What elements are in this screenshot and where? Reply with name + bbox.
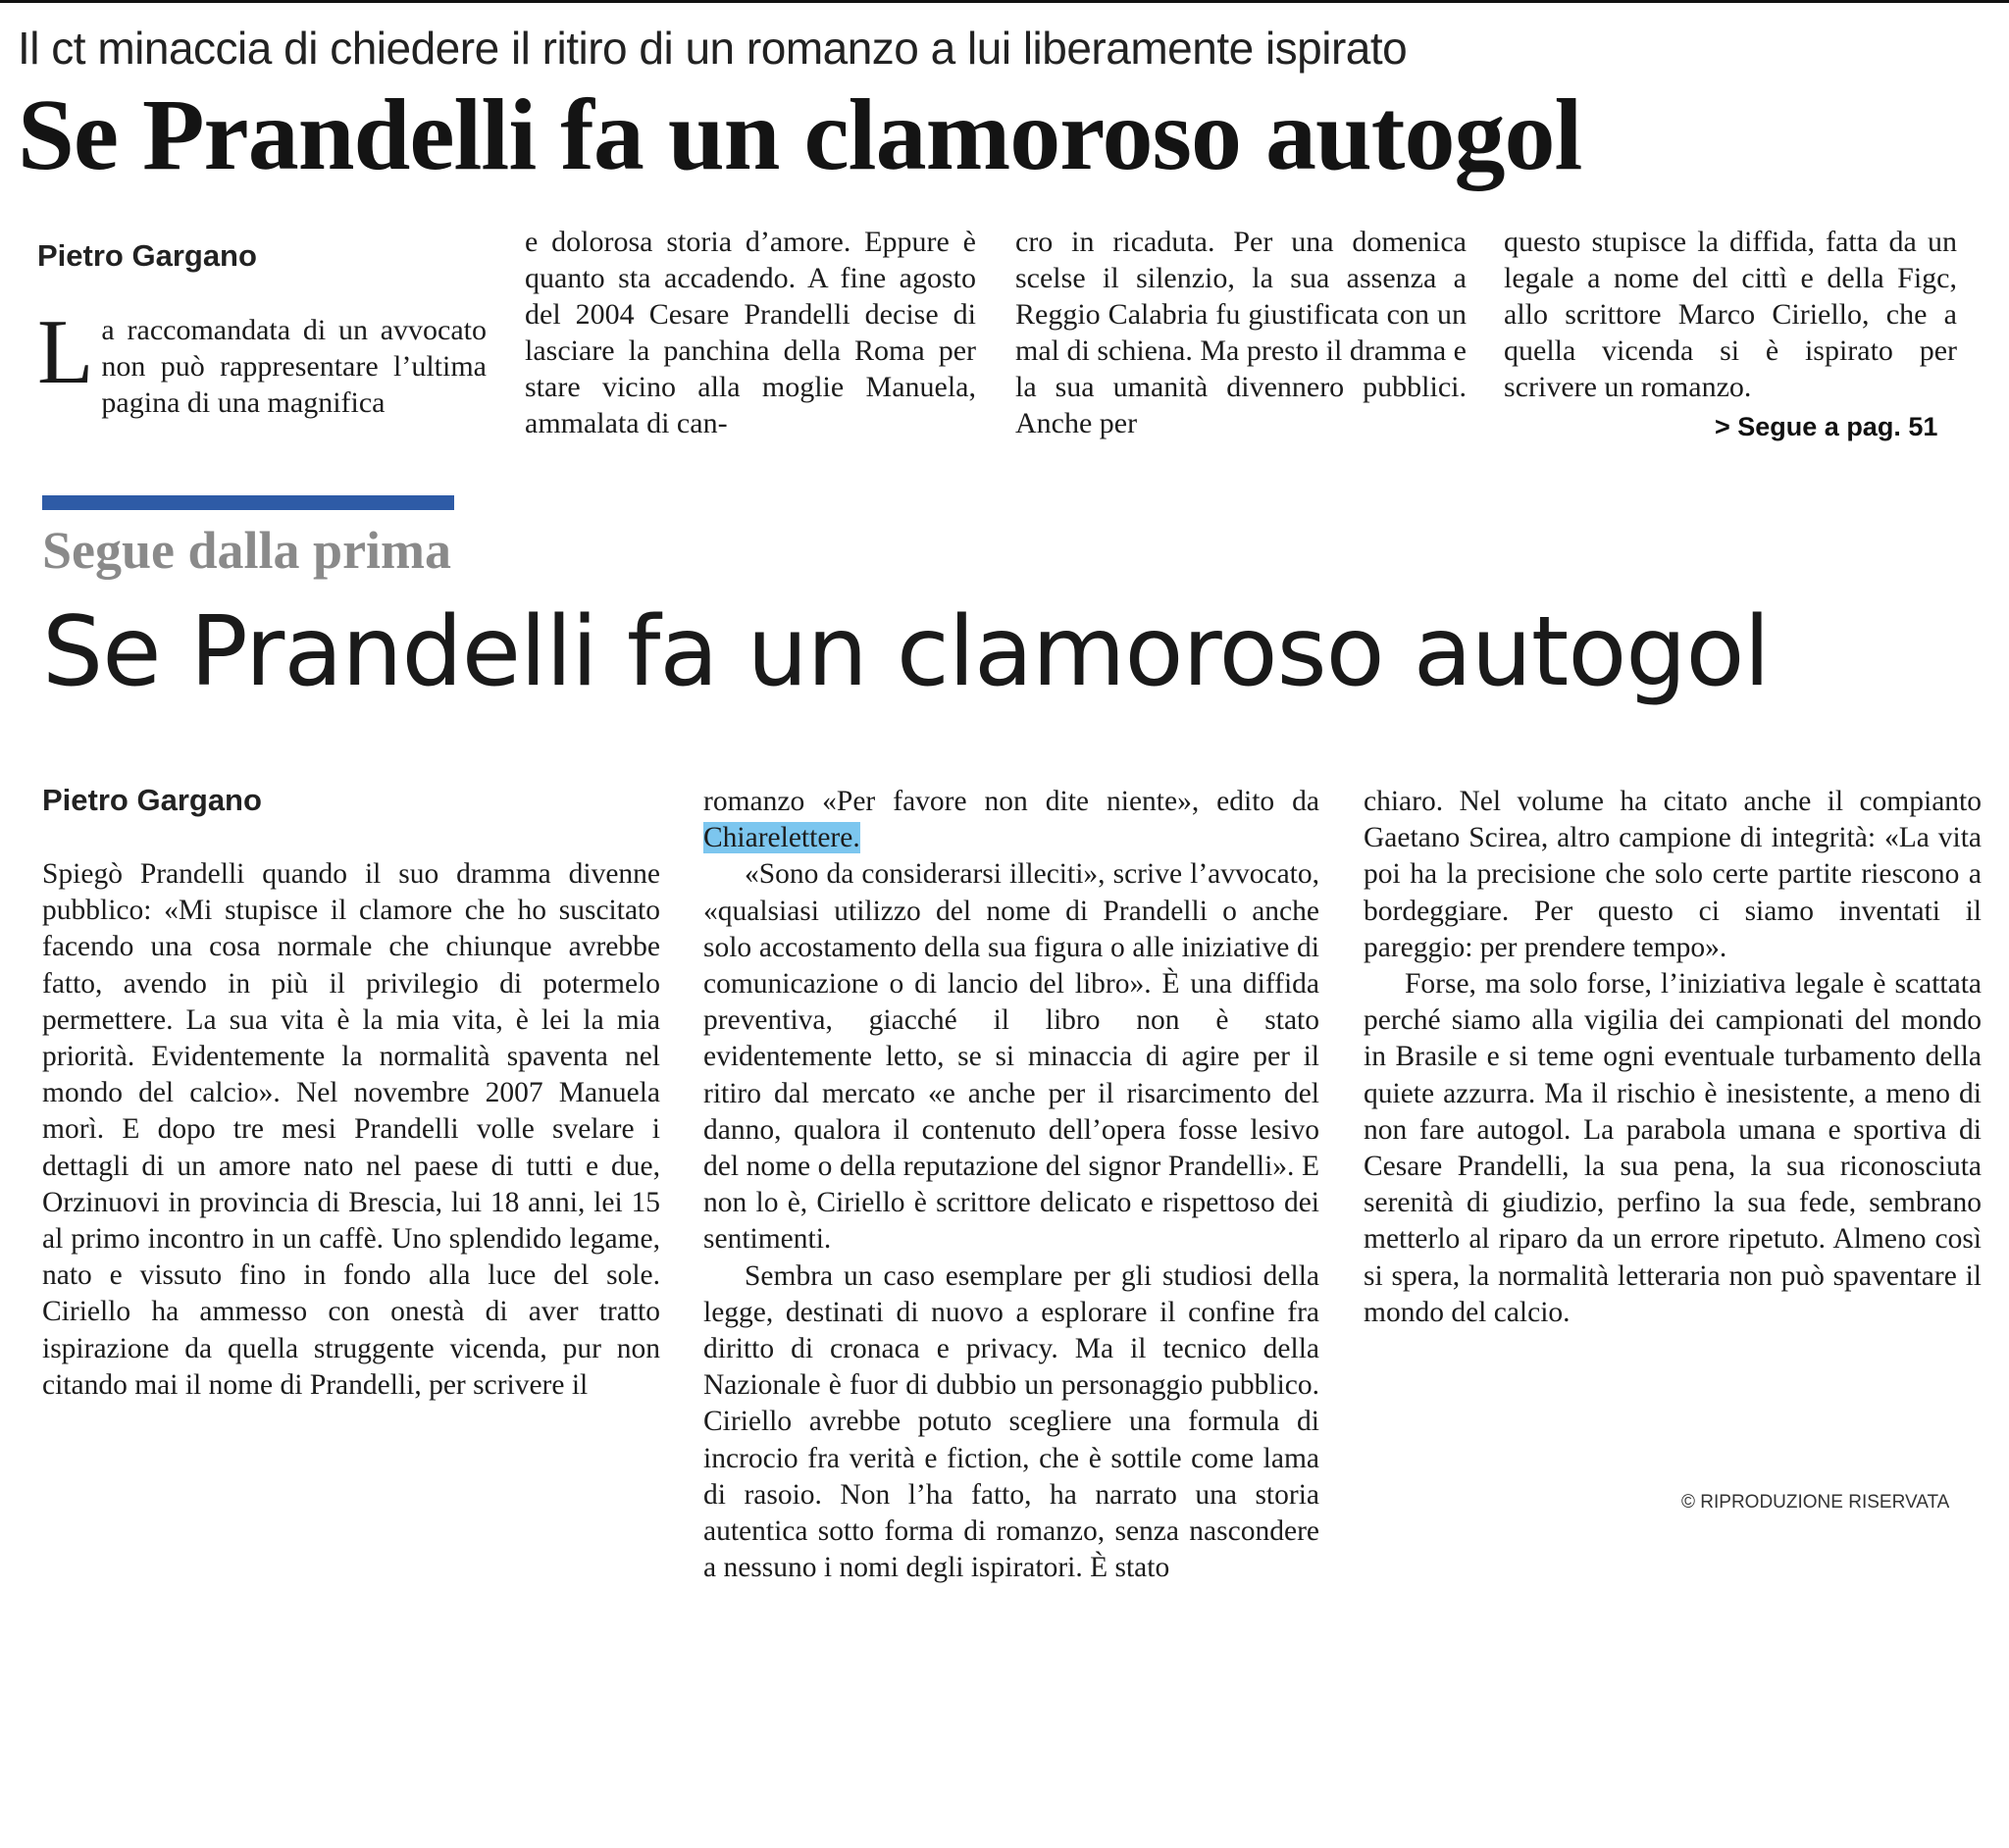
inside-column-3-paragraph-1: chiaro. Nel volume ha citato anche il compianto Gaetano Scirea, altro campione di integrità: «La vita poi ha la precisione che solo certe partite riescono a bordeggiare. Per questo ci siamo inventati il pareggio: per prendere tempo». [1364,786,1982,963]
inside-column-2-paragraph-3: Sembra un caso esemplare per gli studiosi della legge, destinati di nuovo a esplorare il confine fra diritto di cronaca e privacy. Ma il tecnico della Nazionale è fuor di dubbio un personaggio pubblico. Ciriello avrebbe potuto scegliere una formula di incrocio fra verità e fiction, che è sottile come lama di rasoio. Non l’ha fatto, ha narrato una storia autentica sotto forma di romanzo, senza nascondere a nessuno i nomi degli ispiratori. È stato [703,1259,1319,1584]
inside-headline: Se Prandelli fa un clamoroso autogol [42,596,1770,708]
dropcap-letter: L [37,301,94,403]
front-column-1 [37,301,487,421]
highlighted-publisher-name[interactable]: Chiarelettere. [703,822,860,854]
inside-column-2 [703,784,1319,1586]
continued-on-page-link: > Segue a pag. 51 [1715,412,1938,441]
front-byline: Pietro Gargano [37,238,257,273]
front-column-4: questo stupisce la diffida, fatta da un legale a nome del cittì e della Figc, allo scrittore Marco Ciriello, che a quella vicenda si è ispirato per scrivere un romanzo. [1504,226,1957,403]
inside-column-2-paragraph-2: «Sono da considerarsi illeciti», scrive l’avvocato, «qualsiasi utilizzo del nome di Prandelli o anche solo accostamento della sua figura o alle iniziative di comunicazione o di lancio del libro». È una diffida preventiva, giacché il libro non è stato evidentemente letto, se si minaccia di agire per il ritiro dal mercato «e anche per il risarcimento del danno, qualora il contenuto dell’opera fosse lesivo del nome o della reputazione del signor Prandelli». E non lo è, Ciriello è scrittore delicato e rispettoso dei sentimenti. [703,858,1319,1256]
section-accent-rule [42,495,454,510]
inside-column-2-paragraph-1 [703,784,1319,856]
inside-column-1-paragraph: Spiegò Prandelli quando il suo dramma divenne pubblico: «Mi stupisce il clamore che ho suscitato facendo una cosa normale che chiunque avrebbe fatto, avendo in più il privilegio di potermelo permettere. La sua vita è la mia vita, è lei la mia priorità. Evidentemente la normalità spaventa nel mondo del calcio». Nel novembre 2007 Manuela morì. E dopo tre mesi Prandelli volle svelare i dettagli di un amore nato nel paese di tutti e due, Orzinuovi in provincia di Brescia, lui 18 anni, lei 15 al primo incontro in un caffè. Uno splendido legame, nato e vissuto fino in fondo alla luce del sole. Ciriello ha ammesso con onestà di aver tratto ispirazione da quella struggente vicenda, pur non citando mai il nome di Prandelli, per scrivere il [42,858,660,1401]
top-border-rule [0,0,2009,3]
front-kicker: Il ct minaccia di chiedere il ritiro di un romanzo a lui liberamente ispirato [18,23,1408,74]
inside-column-3-paragraph-2: Forse, ma solo forse, l’iniziativa legale è scattata perché siamo alla vigilia dei campionati del mondo in Brasile e si teme ogni eventuale turbamento della quiete azzurra. Ma il rischio è inesistente, a meno di non fare autogol. La parabola umana e sportiva di Cesare Prandelli, la sua pena, la sua riconosciuta serenità di giudizio, perfino la sua fede, sembrano metterlo al riparo da un errore ripetuto. Almeno così si spera, la normalità letteraria non può spaventare il mondo del calcio. [1364,968,1982,1328]
copyright-notice: © RIPRODUZIONE RISERVATA [1681,1492,1950,1513]
front-headline: Se Prandelli fa un clamoroso autogol [18,78,1582,191]
inside-column-3 [1364,784,1982,1331]
front-column-2: e dolorosa storia d’amore. Eppure è quanto sta accadendo. A fine agosto del 2004 Cesare Prandelli decise di lasciare la panchina della Roma per stare vicino alla moglie Manuela, ammalata di can- [525,226,976,439]
inside-byline: Pietro Gargano [42,783,262,817]
front-column-3: cro in ricaduta. Per una domenica scelse il silenzio, la sua assenza a Reggio Calabria fu giustificata con un mal di schiena. Ma presto il dramma e la sua umanità divennero pubblici. Anche per [1015,226,1467,439]
front-column-1-text: a raccomandata di un avvocato non può rappresentare l’ultima pagina di una magnifica [101,314,487,419]
inside-column-1 [42,856,660,1404]
paragraph-text: romanzo «Per favore non dite niente», edito da [703,786,1319,817]
continued-from-front-label: Segue dalla prima [42,521,452,580]
